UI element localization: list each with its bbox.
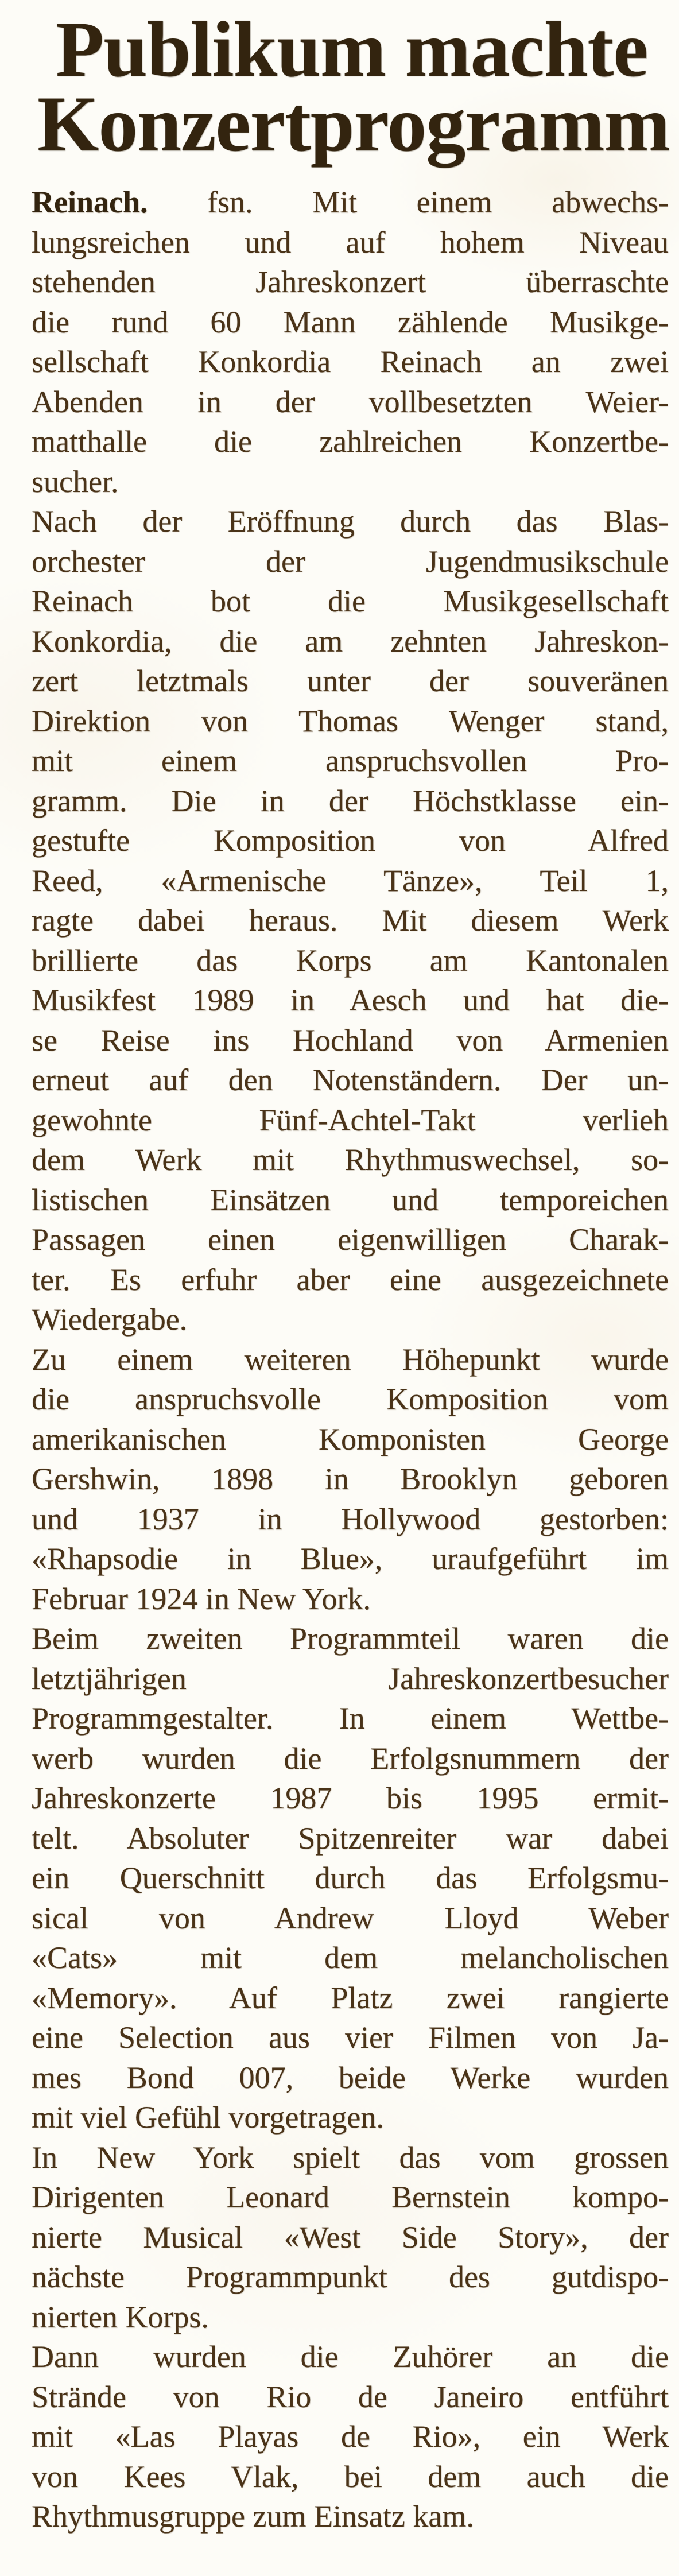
text-line: werb wurden die Erfolgsnummern der (32, 1741, 669, 1776)
text-line: ter. Es erfuhr aber eine ausgezeichnete (32, 1262, 669, 1297)
text-line: matthalle die zahlreichen Konzertbe- (32, 424, 669, 459)
text-line: Beim zweiten Programmteil waren die (32, 1621, 669, 1656)
text-line: mes Bond 007, beide Werke wurden (32, 2060, 669, 2095)
text-line: Direktion von Thomas Wenger stand, (32, 703, 669, 738)
text-line: Programmgestalter. In einem Wettbe- (32, 1701, 669, 1736)
article-title-line-2: Konzertprogramm (37, 80, 670, 168)
text-line: Nach der Eröffnung durch das Blas- (32, 504, 669, 539)
text-line: «Memory». Auf Platz zwei rangierte (32, 1980, 669, 2015)
text-line: erneut auf den Notenständern. Der un- (32, 1063, 669, 1097)
text-line: eine Selection aus vier Filmen von Ja- (32, 2020, 669, 2055)
paragraph-lead: Reinach. (32, 185, 148, 219)
text-line: und 1937 in Hollywood gestorben: (32, 1501, 669, 1536)
article-title (0, 0, 679, 168)
text-line: telt. Absoluter Spitzenreiter war dabei (32, 1820, 669, 1856)
text-line: mit viel Gefühl vorgetragen. (32, 2100, 384, 2135)
article-title-line-1: Publikum machte (56, 5, 648, 93)
text-line: se Reise ins Hochland von Armenien (32, 1022, 669, 1057)
text-line: stehenden Jahreskonzert überraschte (32, 265, 669, 299)
article-body (0, 183, 679, 2537)
text-line: sucher. (32, 464, 119, 499)
text-line: Abenden in der vollbesetzten Weier- (32, 384, 669, 419)
text-line: Februar 1924 in New York. (32, 1581, 371, 1616)
text-line: zert letztmals unter der souveränen (32, 664, 669, 698)
text-line: nierte Musical «West Side Story», der (32, 2219, 669, 2255)
text-line: von Kees Vlak, bei dem auch die (32, 2459, 669, 2494)
text-line: Reinach. fsn. Mit einem abwechs- (32, 185, 669, 219)
text-line: ein Querschnitt durch das Erfolgsmu- (32, 1861, 669, 1895)
text-line: Reinach bot die Musikgesellschaft (32, 584, 669, 618)
text-line: listischen Einsätzen und temporeichen (32, 1182, 669, 1217)
text-line: gestufte Komposition von Alfred (32, 823, 669, 858)
text-line: mit «Las Playas de Rio», ein Werk (32, 2419, 669, 2454)
text-line: nächste Programmpunkt des gutdispo- (32, 2260, 669, 2294)
text-line: «Rhapsodie in Blue», uraufgeführt im (32, 1541, 669, 1576)
text-line: gramm. Die in der Höchstklasse ein- (32, 783, 669, 818)
text-line: Reed, «Armenische Tänze», Teil 1, (32, 863, 669, 898)
text-line: sical von Andrew Lloyd Weber (32, 1900, 669, 1935)
text-line: gewohnte Fünf-Achtel-Takt verlieh (32, 1102, 669, 1137)
text-line: Gershwin, 1898 in Brooklyn geboren (32, 1462, 669, 1496)
text-line: sellschaft Konkordia Reinach an zwei (32, 344, 669, 379)
text-line: nierten Korps. (32, 2299, 209, 2334)
text-line: letztjährigen Jahreskonzertbesucher (32, 1661, 669, 1696)
text-line: Dirigenten Leonard Bernstein kompo- (32, 2180, 669, 2214)
text-line: orchester der Jugendmusikschule (32, 544, 669, 579)
text-line: mit einem anspruchsvollen Pro- (32, 743, 669, 778)
text-line: Konkordia, die am zehnten Jahreskon- (32, 623, 669, 658)
text-line: Dann wurden die Zuhörer an die (32, 2339, 669, 2374)
text-line: Musikfest 1989 in Aesch und hat die- (32, 983, 669, 1017)
text-line: ragte dabei heraus. Mit diesem Werk (32, 903, 669, 938)
text-line: Wiedergabe. (32, 1302, 188, 1337)
text-line: die rund 60 Mann zählende Musikge- (32, 304, 669, 339)
text-line: lungsreichen und auf hohem Niveau (32, 224, 669, 259)
text-line: Jahreskonzerte 1987 bis 1995 ermit- (32, 1781, 669, 1815)
text-line: Rhythmusgruppe zum Einsatz kam. (32, 2499, 474, 2534)
text-line: Zu einem weiteren Höhepunkt wurde (32, 1342, 669, 1377)
text-line: dem Werk mit Rhythmuswechsel, so- (32, 1142, 669, 1177)
text-line: brillierte das Korps am Kantonalen (32, 943, 669, 978)
text-line: die anspruchsvolle Komposition vom (32, 1382, 669, 1416)
text-line: amerikanischen Komponisten George (32, 1421, 669, 1456)
text-line: In New York spielt das vom grossen (32, 2140, 669, 2175)
text-line: Strände von Rio de Janeiro entführt (32, 2379, 669, 2414)
text-line: «Cats» mit dem melancholischen (32, 1940, 669, 1975)
text-line: Passagen einen eigenwilligen Charak- (32, 1222, 669, 1257)
